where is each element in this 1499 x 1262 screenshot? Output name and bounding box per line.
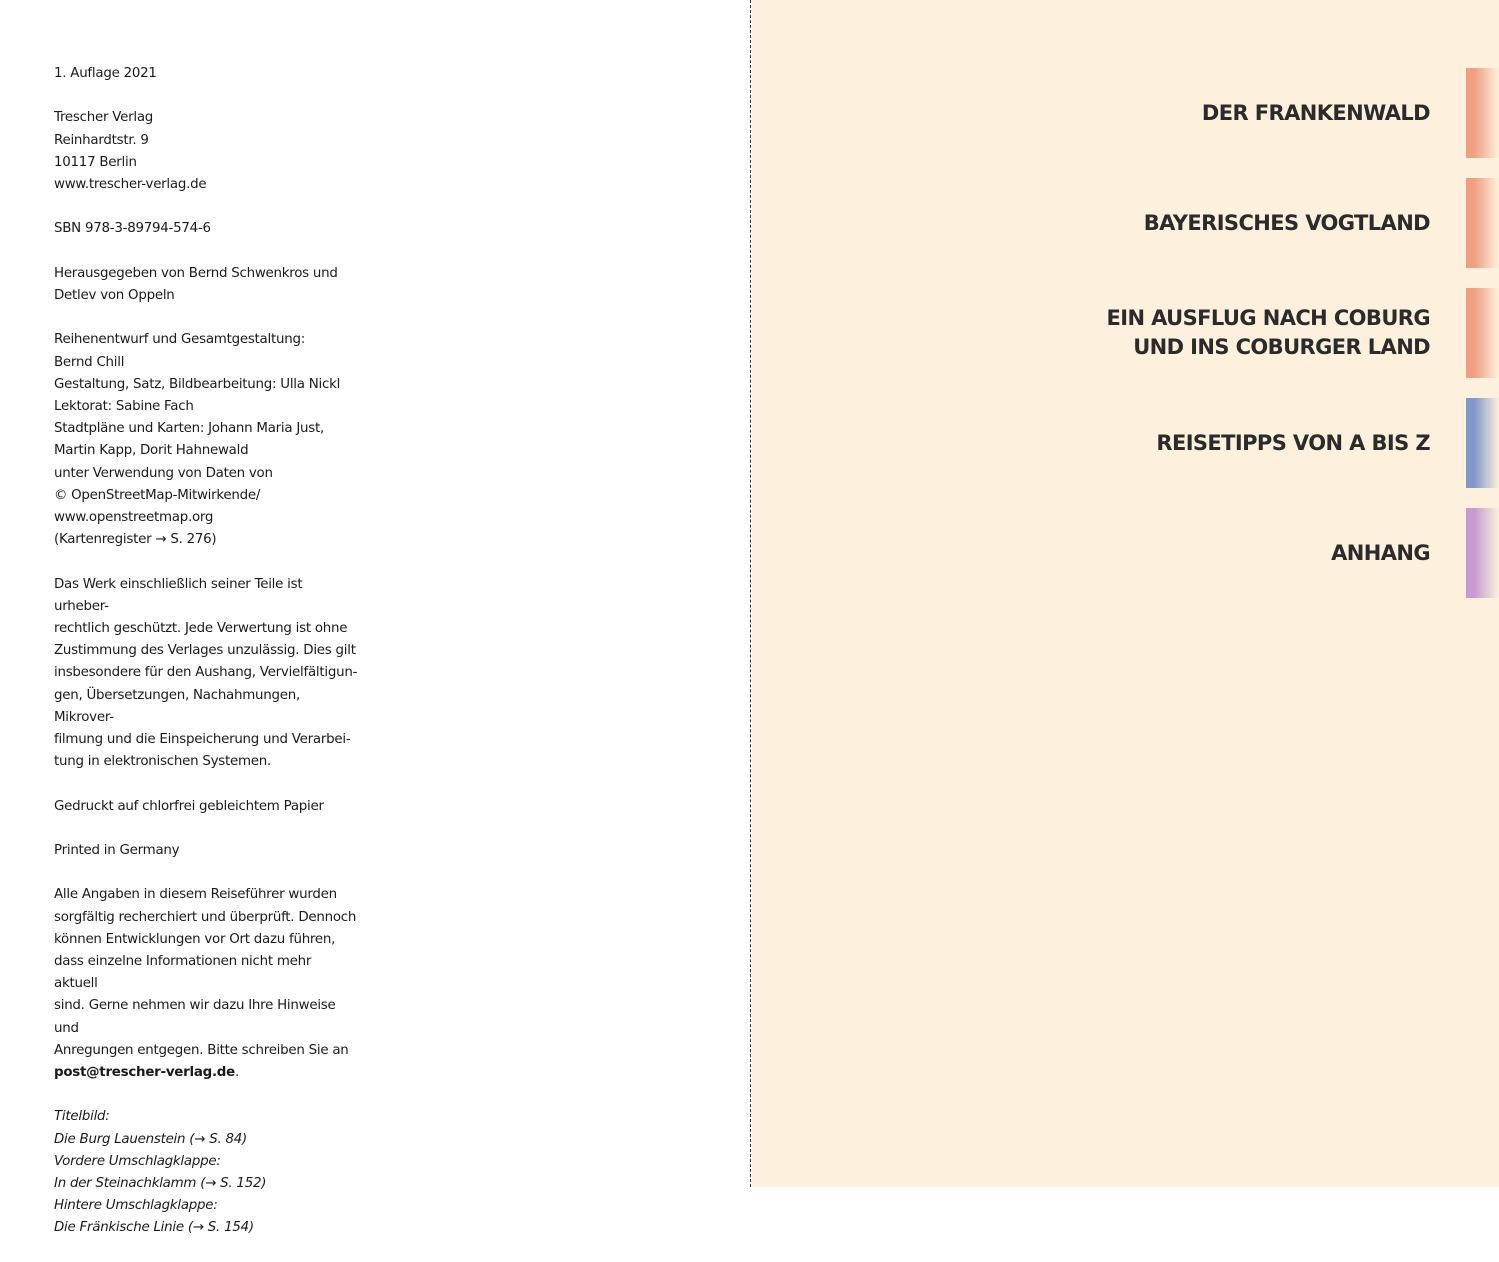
contact-line [54,1062,358,1084]
disclaimer-line: können Entwicklungen vor Ort dazu führen, [54,931,336,947]
fold-line [750,0,751,1187]
contact-suffix: . [234,1065,239,1081]
isbn-block [54,218,358,240]
image-credit-line: In der Steinachklamm (→ S. 152) [54,1176,267,1192]
chapter-title-line: EIN AUSFLUG NACH COBURG [1106,306,1430,330]
image-credit-line: Die Fränkische Linie (→ S. 154) [54,1220,254,1236]
right-page [752,0,1499,1187]
chapter-title-line: UND INS COBURGER LAND [1133,335,1430,359]
disclaimer-block [54,884,358,1084]
credits-line: Gestaltung, Satz, Bildbearbeitung: Ulla Nickl [54,376,341,392]
credits-line: © OpenStreetMap-Mitwirkende/ [54,487,261,503]
copyright-line: filmung und die Einspeicherung und Verarbei- [54,732,351,748]
chapter-title-line: REISETIPPS VON A BIS Z [1156,431,1430,455]
edition-block [54,63,358,85]
chapter-title-anhang[interactable] [1331,539,1430,568]
paper-block [54,796,358,818]
contact-email[interactable]: post@trescher-verlag.de [54,1065,235,1081]
publisher-name: Trescher Verlag [54,110,154,126]
chapter-tab-coburg[interactable] [1466,288,1499,378]
disclaimer-line: dass einzelne Informationen nicht mehr aktuell [54,954,312,992]
printed-in: Printed in Germany [54,843,180,858]
edition: 1. Auflage 2021 [54,66,157,81]
image-credit-line: Titelbild: [54,1109,110,1125]
chapter-title-frankenwald[interactable] [1202,99,1430,128]
publisher-block [54,107,358,196]
credits-line: Reihenentwurf und Gesamtgestaltung: [54,332,305,348]
disclaimer-line: Anregungen entgegen. Bitte schreiben Sie an [54,1042,349,1058]
publisher-website: www.trescher-verlag.de [54,177,207,192]
image-credit-line: Vordere Umschlagklappe: [54,1153,221,1169]
left-page [0,0,751,1236]
chapter-title-reisetipps[interactable] [1156,429,1430,458]
copyright-line: Zustimmung des Verlages unzulässig. Dies gilt [54,643,356,659]
copyright-line: Das Werk einschließlich seiner Teile ist urheber- [54,576,303,614]
image-credit-line: Hintere Umschlagklappe: [54,1198,218,1214]
chapter-tab-reisetipps[interactable] [1466,398,1499,488]
credits-block [54,329,358,551]
disclaimer-line: Alle Angaben in diesem Reiseführer wurden [54,887,337,903]
editors-line: Detlev von Oppeln [54,287,175,303]
credits-line: (Kartenregister → S. 276) [54,532,217,548]
credits-line: Stadtpläne und Karten: Johann Maria Just, [54,421,325,437]
credits-line: Bernd Chill [54,354,125,370]
chapter-tab-anhang[interactable] [1466,508,1499,598]
copyright-line: gen, Übersetzungen, Nachahmungen, Mikrover- [54,687,301,725]
copyright-line: tung in elektronischen Systemen. [54,754,271,770]
image-credit-line: Die Burg Lauenstein (→ S. 84) [54,1131,247,1147]
credits-line: unter Verwendung von Daten von [54,465,273,481]
disclaimer-line: sind. Gerne nehmen wir dazu Ihre Hinweise und [54,998,336,1036]
chapter-tab-frankenwald[interactable] [1466,68,1499,158]
editors-line: Herausgegeben von Bernd Schwenkros und [54,265,338,281]
credits-line: Lektorat: Sabine Fach [54,398,194,414]
chapter-title-line: DER FRANKENWALD [1201,101,1430,125]
chapter-tab-vogtland[interactable] [1466,178,1499,268]
chapter-title-vogtland[interactable] [1144,209,1430,238]
publisher-street: Reinhardtstr. 9 [54,132,149,148]
copyright-line: insbesondere für den Aushang, Vervielfältigun- [54,665,358,681]
publisher-city: 10117 Berlin [54,154,137,170]
colophon [54,63,358,1262]
copyright-line: rechtlich geschützt. Jede Verwertung ist ohne [54,621,348,636]
printed-block [54,840,358,862]
chapter-title-coburg[interactable] [1107,304,1430,362]
chapter-title-line: ANHANG [1331,541,1430,565]
image-credits-block [54,1106,358,1239]
chapter-title-line: BAYERISCHES VOGTLAND [1143,211,1430,235]
paper-note: Gedruckt auf chlorfrei gebleichtem Papier [54,798,324,814]
editors-block [54,263,358,307]
credits-line: Martin Kapp, Dorit Hahnewald [54,443,249,459]
disclaimer-line: sorgfältig recherchiert und überprüft. Dennoch [54,909,357,925]
credits-line: www.openstreetmap.org [54,510,214,525]
copyright-block [54,574,358,774]
isbn: SBN 978-3-89794-574-6 [54,221,211,237]
